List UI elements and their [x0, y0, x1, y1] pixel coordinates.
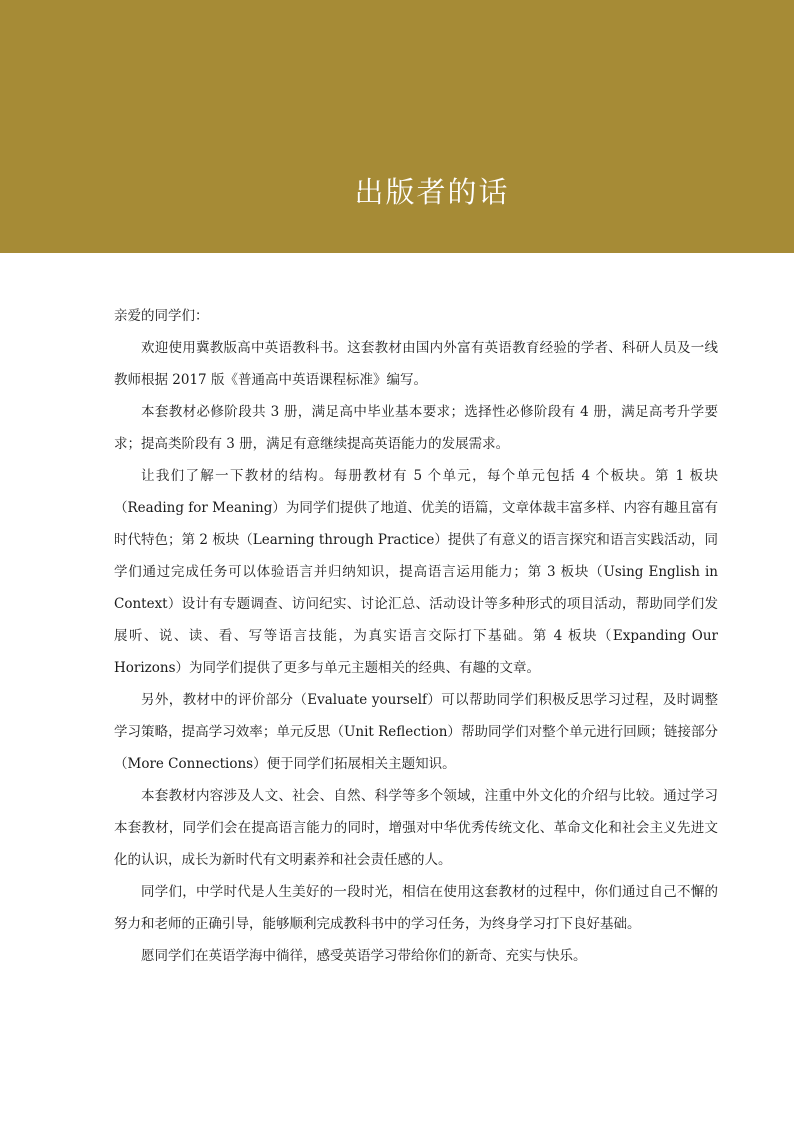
- page-title: 出版者的话: [354, 175, 510, 209]
- paragraph-encouragement: 同学们，中学时代是人生美好的一段时光，相信在使用这套教材的过程中，你们通过自己不懈的努力和老师的正确引导，能够顺利完成教科书中的学习任务，为终身学习打下良好基础。: [114, 884, 718, 932]
- salutation: 亲爱的同学们：: [114, 308, 209, 324]
- paragraph-volumes: 本套教材必修阶段共 3 册，满足高中毕业基本要求；选择性必修阶段有 4 册，满足高考升学要求；提高类阶段有 3 册，满足有意继续提高英语能力的发展需求。: [114, 404, 718, 452]
- paragraph-closing: 愿同学们在英语学海中徜徉，感受英语学习带给你们的新奇、充实与快乐。: [141, 948, 587, 964]
- paragraph-content: 本套教材内容涉及人文、社会、自然、科学等多个领域，注重中外文化的介绍与比较。通过学习本套教材，同学们会在提高语言能力的同时，增强对中华优秀传统文化、革命文化和社会主义先进文化的认识，成长为新时代有文明素养和社会责任感的人。: [114, 788, 718, 868]
- letter-body: [114, 300, 718, 972]
- paragraph-structure: 让我们了解一下教材的结构。每册教材有 5 个单元，每个单元包括 4 个板块。第 1 板块（Reading for Meaning）为同学们提供了地道、优美的语篇，文章体裁丰富多样、内容有趣且富有时代特色；第 2 板块（Learning through Practice）提供了有意义的语言探究和语言实践活动，同学们通过完成任务可以体验语言并归纳知识，提高语言运用能力；第 3 板块（Using English in Context）设计有专题调查、访问纪实、讨论汇总、活动设计等多种形式的项目活动，帮助同学们发展听、说、读、看、写等语言技能，为真实语言交际打下基础。第 4 板块（Expanding Our Horizons）为同学们提供了更多与单元主题相关的经典、有趣的文章。: [114, 468, 718, 676]
- header-band: [0, 0, 794, 253]
- paragraph-evaluation: 另外，教材中的评价部分（Evaluate yourself）可以帮助同学们积极反思学习过程，及时调整学习策略，提高学习效率；单元反思（Unit Reflection）帮助同学们对整个单元进行回顾；链接部分（More Connections）便于同学们拓展相关主题知识。: [114, 692, 718, 772]
- paragraph-welcome: 欢迎使用冀教版高中英语教科书。这套教材由国内外富有英语教育经验的学者、科研人员及一线教师根据 2017 版《普通高中英语课程标准》编写。: [114, 340, 718, 388]
